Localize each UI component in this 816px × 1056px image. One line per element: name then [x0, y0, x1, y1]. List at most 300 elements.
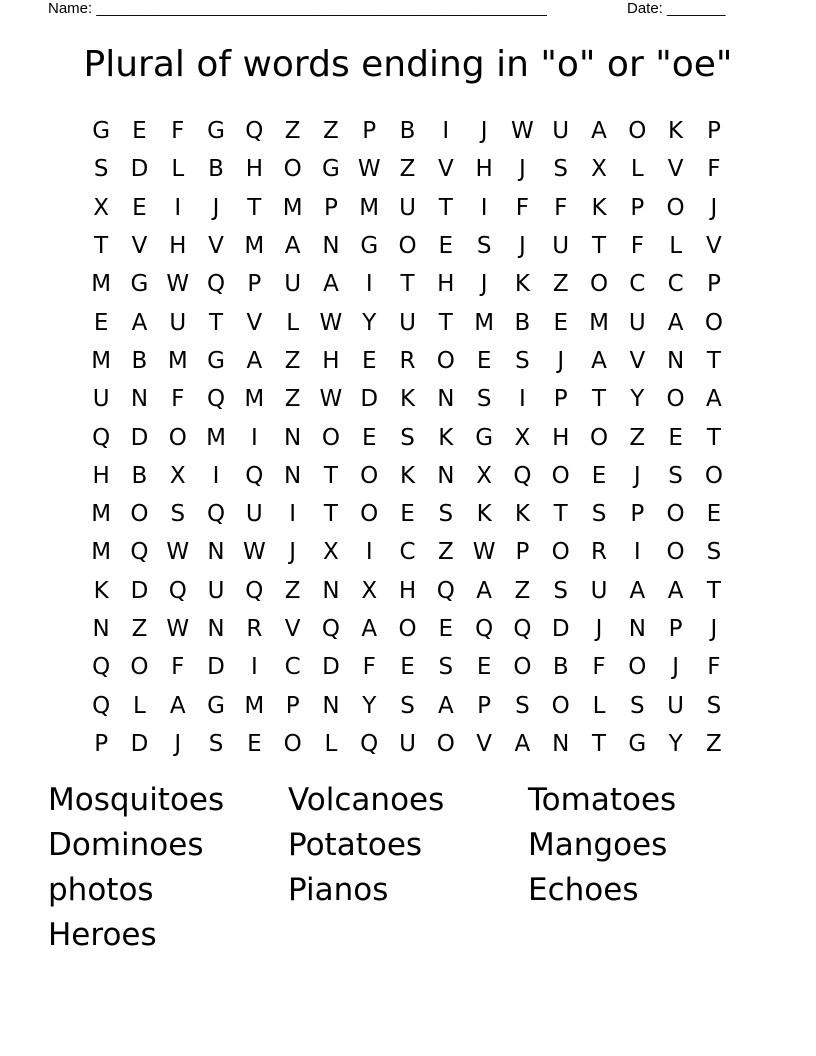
grid-letter: M [359, 194, 380, 221]
grid-letter: I [480, 194, 488, 221]
grid-letter: U [399, 730, 416, 757]
grid-letter: Y [630, 386, 645, 413]
grid-letter: S [553, 577, 569, 604]
grid-letter: A [246, 347, 263, 374]
grid-letter: U [399, 309, 416, 336]
grid-letter: I [250, 424, 258, 451]
grid-letter: O [551, 539, 570, 566]
grid-letter: N [322, 233, 340, 260]
grid-letter: J [710, 194, 718, 221]
grid-letter: S [515, 692, 530, 719]
word-list-row [48, 778, 768, 823]
grid-letter: S [438, 654, 454, 681]
grid-letter: S [208, 730, 224, 757]
grid-letter: J [557, 347, 565, 374]
grid-letter: J [212, 194, 220, 221]
grid-letter: W [472, 539, 496, 566]
grid-letter: L [669, 233, 683, 260]
grid-letter: Q [92, 692, 111, 719]
grid-letter: Q [206, 501, 226, 528]
grid-letter: O [360, 501, 379, 528]
grid-letter: E [361, 347, 377, 374]
grid-letter: I [519, 386, 526, 413]
grid-letter: Z [706, 730, 722, 757]
grid-letter: O [589, 271, 609, 298]
grid-letter: O [283, 730, 302, 757]
grid-letter: M [91, 271, 112, 298]
grid-letter: W [166, 616, 190, 642]
word-list-item: Mosquitoes [48, 782, 225, 818]
grid-letter: T [209, 309, 224, 336]
grid-letter: Q [130, 539, 149, 566]
grid-letter: P [515, 539, 530, 566]
grid-letter: P [477, 692, 492, 719]
grid-letter: T [591, 730, 607, 757]
grid-letter: Y [668, 730, 683, 757]
grid-letter: M [167, 347, 188, 374]
grid-letter: H [552, 424, 570, 451]
grid-letter: A [591, 347, 607, 374]
grid-letter: U [552, 118, 570, 145]
grid-letter: Q [206, 271, 226, 298]
grid-letter: F [592, 654, 606, 681]
grid-letter: U [207, 577, 225, 604]
grid-letter: U [169, 309, 187, 336]
grid-letter: M [91, 501, 112, 528]
grid-letter: O [360, 462, 379, 489]
grid-letter: P [706, 118, 721, 145]
grid-letter: G [207, 347, 225, 374]
grid-letter: Z [323, 118, 339, 145]
grid-letter: W [319, 309, 343, 336]
grid-letter: E [400, 501, 415, 528]
grid-letter: K [514, 271, 530, 298]
grid-letter: L [592, 692, 606, 719]
grid-letter: B [552, 654, 569, 681]
grid-letter: O [168, 424, 187, 451]
grid-letter: O [704, 309, 723, 336]
grid-letter: O [589, 424, 609, 451]
grid-letter: Q [245, 118, 264, 145]
grid-letter: E [400, 654, 415, 681]
grid-letter: V [131, 233, 148, 260]
grid-letter: I [365, 539, 373, 566]
grid-letter: F [171, 654, 185, 681]
grid-letter: N [130, 386, 149, 413]
grid-letter: C [629, 271, 646, 298]
grid-row [82, 303, 742, 341]
grid-letter: I [289, 501, 297, 528]
grid-letter: P [247, 271, 262, 298]
grid-letter: Q [168, 577, 187, 604]
word-list-item: Tomatoes [528, 782, 677, 818]
grid-letter: G [475, 424, 494, 451]
grid-letter: E [706, 501, 722, 528]
grid-letter: K [399, 462, 416, 489]
grid-letter: Z [284, 577, 301, 604]
grid-letter: N [284, 424, 302, 451]
grid-letter: O [436, 347, 455, 374]
grid-letter: I [250, 654, 258, 681]
grid-letter: N [437, 462, 455, 489]
grid-letter: E [438, 233, 454, 260]
grid-letter: Y [362, 309, 377, 336]
grid-letter: L [171, 156, 185, 183]
grid-letter: N [437, 386, 455, 413]
word-list-item: Mangoes [528, 827, 668, 863]
grid-letter: Q [513, 462, 532, 489]
grid-letter: Q [92, 424, 111, 451]
grid-letter: Z [514, 577, 531, 604]
grid-letter: Q [245, 577, 264, 604]
grid-letter: P [630, 194, 645, 221]
grid-letter: L [286, 309, 300, 336]
grid-letter: J [633, 462, 641, 489]
grid-letter: D [360, 386, 379, 413]
grid-letter: Q [206, 386, 226, 413]
grid-letter: R [246, 616, 263, 642]
grid-letter: F [554, 194, 568, 221]
grid-letter: V [246, 309, 263, 336]
grid-letter: T [247, 194, 262, 221]
grid-letter: D [322, 654, 340, 681]
grid-letter: D [207, 654, 225, 681]
grid-letter: P [362, 118, 377, 145]
grid-letter: E [93, 309, 109, 336]
grid-letter: S [706, 692, 722, 719]
grid-letter: P [706, 271, 721, 298]
word-list [48, 778, 768, 958]
grid-letter: I [633, 539, 641, 566]
grid-row [82, 265, 742, 303]
grid-letter: O [628, 118, 647, 145]
grid-letter: V [629, 347, 646, 374]
grid-letter: M [244, 386, 265, 413]
grid-letter: F [707, 156, 721, 183]
grid-letter: B [131, 462, 148, 489]
grid-letter: P [630, 501, 645, 528]
grid-letter: H [437, 271, 455, 298]
grid-letter: I [365, 271, 373, 298]
grid-letter: B [131, 347, 148, 374]
grid-letter: Q [436, 577, 455, 604]
grid-letter: N [322, 692, 340, 719]
grid-letter: G [207, 118, 225, 145]
grid-letter: M [91, 539, 112, 566]
grid-letter: F [515, 194, 530, 221]
grid-letter: C [667, 271, 684, 298]
grid-letter: K [591, 194, 607, 221]
grid-letter: F [362, 654, 376, 681]
grid-letter: A [323, 271, 339, 298]
grid-letter: A [476, 577, 492, 604]
grid-letter: J [289, 539, 297, 566]
grid-letter: J [710, 616, 718, 642]
grid-letter: N [628, 616, 646, 642]
grid-row [82, 189, 742, 227]
grid-letter: F [630, 233, 644, 260]
grid-letter: Z [284, 386, 301, 413]
grid-letter: D [130, 424, 149, 451]
grid-letter: M [244, 233, 265, 260]
grid-letter: O [704, 462, 723, 489]
grid-letter: E [132, 118, 147, 145]
grid-letter: O [436, 730, 455, 757]
grid-letter: D [130, 156, 149, 183]
grid-letter: S [630, 692, 645, 719]
grid-letter: J [519, 156, 526, 183]
grid-letter: O [130, 501, 149, 528]
grid-letter: G [322, 156, 340, 183]
grid-letter: O [666, 539, 685, 566]
grid-letter: A [706, 386, 722, 413]
grid-letter: O [283, 156, 302, 183]
grid-letter: W [357, 156, 381, 183]
grid-letter: O [398, 616, 417, 642]
grid-letter: U [590, 577, 608, 604]
grid-letter: G [360, 233, 379, 260]
grid-letter: O [628, 654, 647, 681]
grid-letter: T [438, 309, 453, 336]
grid-letter: U [667, 692, 685, 719]
grid-letter: L [324, 730, 338, 757]
grid-letter: Y [362, 692, 377, 719]
grid-letter: Q [513, 616, 532, 642]
grid-letter: J [672, 654, 679, 681]
grid-letter: O [130, 654, 149, 681]
grid-letter: F [171, 386, 185, 413]
grid-letter: V [284, 616, 301, 642]
grid-letter: L [630, 156, 644, 183]
grid-letter: W [319, 386, 343, 413]
grid-letter: T [591, 233, 607, 260]
grid-letter: S [515, 347, 530, 374]
grid-letter: B [208, 156, 224, 183]
grid-letter: H [322, 347, 340, 374]
grid-letter: Z [284, 347, 301, 374]
grid-letter: S [400, 424, 415, 451]
grid-letter: P [285, 692, 300, 719]
grid-letter: W [166, 539, 190, 566]
grid-letter: E [361, 424, 377, 451]
grid-letter: S [706, 539, 722, 566]
grid-letter: A [629, 577, 646, 604]
grid-letter: R [399, 347, 416, 374]
grid-letter: I [442, 118, 450, 145]
grid-letter: J [595, 616, 603, 642]
grid-letter: K [399, 386, 416, 413]
grid-letter: M [91, 347, 112, 374]
grid-letter: O [551, 462, 570, 489]
grid-letter: T [438, 194, 453, 221]
grid-letter: P [94, 730, 109, 757]
grid-row [82, 418, 742, 456]
grid-letter: M [282, 194, 303, 221]
grid-letter: A [591, 118, 607, 145]
grid-letter: X [476, 462, 492, 489]
grid-letter: N [207, 616, 225, 642]
grid-letter: U [399, 194, 416, 221]
grid-letter: J [519, 233, 526, 260]
grid-letter: I [174, 194, 182, 221]
grid-letter: F [707, 654, 721, 681]
grid-letter: K [438, 424, 454, 451]
date-field-label: Date: _______ [627, 0, 726, 17]
grid-row [82, 686, 742, 724]
grid-letter: V [208, 233, 224, 260]
grid-letter: T [591, 386, 607, 413]
grid-letter: S [93, 156, 109, 183]
grid-letter: N [92, 616, 110, 642]
grid-letter: P [323, 194, 338, 221]
grid-letter: E [132, 194, 147, 221]
grid-letter: X [93, 194, 110, 221]
grid-letter: T [706, 424, 721, 451]
grid-letter: D [130, 577, 149, 604]
grid-letter: S [170, 501, 186, 528]
grid-letter: O [666, 386, 685, 413]
grid-letter: E [476, 654, 492, 681]
grid-letter: V [476, 730, 492, 757]
word-list-item: Dominoes [48, 827, 204, 863]
grid-letter: E [591, 462, 607, 489]
name-field-label: Name: ______________________________________________________ [48, 0, 547, 17]
word-list-row [48, 823, 768, 868]
grid-letter: E [476, 347, 492, 374]
grid-letter: M [244, 692, 265, 719]
page-title: Plural of words ending in "o" or "oe" [83, 44, 733, 85]
grid-letter: E [553, 309, 568, 336]
grid-letter: T [94, 233, 109, 260]
grid-letter: X [323, 539, 339, 566]
grid-letter: C [284, 654, 301, 681]
word-list-row [48, 913, 768, 958]
grid-letter: A [131, 309, 148, 336]
grid-letter: U [284, 271, 302, 298]
grid-letter: K [514, 501, 530, 528]
grid-letter: T [323, 462, 338, 489]
grid-letter: W [242, 539, 266, 566]
grid-letter: X [514, 424, 531, 451]
grid-letter: I [212, 462, 220, 489]
grid-letter: A [437, 692, 454, 719]
grid-letter: Z [629, 424, 646, 451]
grid-letter: H [398, 577, 417, 604]
grid-letter: S [476, 386, 492, 413]
grid-letter: M [206, 424, 226, 451]
grid-row [82, 610, 742, 648]
grid-row [82, 112, 742, 150]
grid-letter: A [667, 577, 684, 604]
grid-letter: E [247, 730, 262, 757]
grid-letter: S [553, 156, 569, 183]
grid-letter: X [591, 156, 607, 183]
grid-letter: H [92, 462, 110, 489]
grid-letter: U [628, 309, 646, 336]
grid-letter: X [361, 577, 378, 604]
grid-letter: O [551, 692, 570, 719]
grid-letter: N [207, 539, 225, 566]
grid-letter: U [245, 501, 263, 528]
word-list-item: photos [48, 872, 154, 908]
grid-letter: Q [360, 730, 379, 757]
grid-letter: T [323, 501, 338, 528]
grid-letter: O [513, 654, 532, 681]
grid-letter: G [207, 692, 225, 719]
grid-row [82, 380, 742, 418]
grid-letter: G [628, 730, 647, 757]
grid-letter: G [130, 271, 149, 298]
grid-row [82, 227, 742, 265]
grid-letter: K [93, 577, 109, 604]
grid-letter: J [480, 118, 488, 145]
header [0, 0, 816, 20]
grid-letter: N [552, 730, 570, 757]
grid-letter: S [668, 462, 683, 489]
grid-letter: L [133, 692, 146, 719]
grid-letter: O [666, 501, 685, 528]
grid-letter: J [480, 271, 488, 298]
grid-letter: S [476, 233, 492, 260]
grid-letter: Q [245, 462, 264, 489]
word-list-item: Echoes [528, 872, 639, 908]
word-list-item: Potatoes [288, 827, 423, 863]
grid-letter: X [169, 462, 186, 489]
grid-letter: E [668, 424, 683, 451]
grid-letter: N [666, 347, 685, 374]
grid-letter: D [130, 730, 149, 757]
grid-letter: S [591, 501, 607, 528]
grid-letter: O [398, 233, 417, 260]
grid-letter: H [169, 233, 187, 260]
grid-row [82, 725, 742, 763]
grid-row [82, 572, 742, 610]
grid-letter: P [668, 616, 683, 642]
grid-letter: Q [321, 616, 340, 642]
word-list-row [48, 868, 768, 913]
grid-letter: T [706, 347, 721, 374]
grid-row [82, 457, 742, 495]
grid-letter: A [667, 309, 684, 336]
grid-letter: R [591, 539, 607, 566]
grid-letter: V [437, 156, 454, 183]
grid-letter: T [400, 271, 415, 298]
grid-letter: O [321, 424, 340, 451]
grid-letter: S [438, 501, 454, 528]
grid-letter: K [668, 118, 684, 145]
grid-letter: M [589, 309, 609, 336]
grid-letter: Z [399, 156, 416, 183]
grid-letter: Q [475, 616, 494, 642]
grid-letter: G [92, 118, 111, 145]
grid-letter: V [667, 156, 684, 183]
grid-letter: V [706, 233, 722, 260]
grid-letter: M [474, 309, 495, 336]
grid-letter: H [475, 156, 493, 183]
word-list-item: Heroes [48, 917, 157, 953]
grid-letter: O [666, 194, 685, 221]
word-list-item: Pianos [288, 872, 389, 908]
grid-letter: Z [437, 539, 454, 566]
grid-letter: U [92, 386, 110, 413]
grid-letter: N [284, 462, 302, 489]
letter-grid [82, 112, 742, 763]
word-list-item: Volcanoes [288, 782, 445, 818]
grid-letter: Q [92, 654, 111, 681]
grid-letter: C [399, 539, 416, 566]
grid-letter: J [174, 730, 182, 757]
grid-letter: Z [284, 118, 301, 145]
